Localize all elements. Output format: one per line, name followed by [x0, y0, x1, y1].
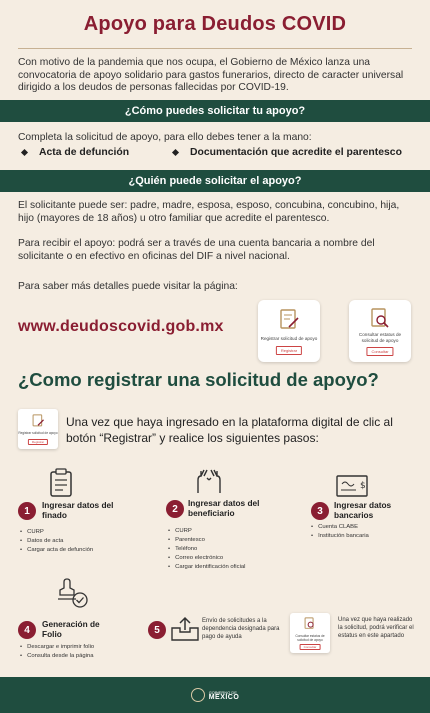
card-consultar-caption: Consultar estatus de solicitud de apoyo [358, 332, 402, 343]
list-item: • CURP [168, 527, 245, 536]
step-5-text: Envío de solicitudes a la dependencia designada para pago de ayuda [202, 618, 280, 640]
section-heading-como: ¿Cómo puedes solicitar tu apoyo? [0, 100, 430, 122]
check-cheque-icon [336, 474, 368, 498]
step-1-title: Ingresar datos del finado [42, 500, 114, 520]
register-intro: Una vez que haya ingresado en la plataforma digital de clic al botón “Registrar” y realice los siguientes pasos: [66, 415, 393, 445]
page-title: Apoyo para Deudos COVID [83, 12, 347, 35]
step-3-list [311, 523, 369, 541]
footer [0, 677, 430, 713]
footer-line2: MÉXICO [208, 694, 240, 701]
list-item: • Descargar e imprimir folio [20, 643, 94, 652]
step-4-list [20, 643, 94, 661]
list-item: • Parentesco [168, 536, 245, 545]
title-bar [0, 0, 430, 48]
registrar-button[interactable]: Registrar [276, 346, 302, 355]
footer-line1: GOBIERNO DE [208, 690, 237, 695]
registrar-small-button[interactable]: Registrar [28, 439, 48, 445]
section2-para3: Para saber más detalles puede visitar la página: [18, 281, 238, 292]
section2-para2: Para recibir el apoyo: podrá ser a través de una cuenta bancaria a nombre del solicitante o en efectivo en oficinas del DIF a nivel nacional. [18, 238, 375, 262]
consultar-small-button[interactable]: Consultar [300, 644, 321, 650]
step-3-number: 3 [311, 502, 329, 520]
card-registrar-small[interactable] [18, 409, 58, 449]
website-link[interactable]: www.deudoscovid.gob.mx [18, 318, 224, 335]
bullet-icon [172, 149, 179, 156]
step-2-title: Ingresar datos del beneficiario [188, 498, 260, 518]
document-pen-icon [30, 413, 46, 429]
step-4-title: Generación de Folio [42, 619, 100, 639]
footer-logo-text [209, 690, 240, 700]
document-pen-icon [276, 307, 302, 333]
section1-bullets [18, 147, 418, 158]
intro-paragraph: Con motivo de la pandemia que nos ocupa, el Gobierno de México lanza una convocatoria de apoyo solidario para gastos funerarios, directo de caracter universal dirigido a los deudos de personas fallecidas por COVID-19. [18, 57, 404, 94]
card-consultar[interactable] [349, 300, 411, 362]
step-4-number: 4 [18, 621, 36, 639]
svg-text:$: $ [360, 481, 366, 491]
list-item: • Correo electrónico [168, 554, 245, 563]
consultar-button[interactable]: Consultar [366, 347, 393, 356]
final-note: Una vez que haya realizado la solicitud, podrá verificar el estatus en este apartado [338, 617, 414, 639]
register-heading: ¿Como registrar una solicitud de apoyo? [18, 369, 379, 390]
list-item: • Institución bancaria [311, 532, 369, 541]
stamp-icon [56, 578, 90, 610]
list-item: • Cargar acta de defunción [20, 546, 93, 555]
bullet-parentesco: Documentación que acredite el parentesco [190, 147, 402, 158]
divider [18, 48, 412, 49]
list-item: • Datos de acta [20, 537, 93, 546]
government-crest-icon [191, 688, 205, 702]
section1-text: Completa la solicitud de apoyo, para ello debes tener a la mano: [18, 132, 312, 143]
raised-hands-icon [194, 466, 224, 496]
card-registrar[interactable] [258, 300, 320, 362]
card-caption: Registrar solicitud de apoyo [18, 431, 58, 435]
step-1-list [20, 528, 93, 555]
step-2-list [168, 527, 245, 572]
bullet-acta: Acta de defunción [39, 147, 130, 158]
step-2-number: 2 [166, 500, 184, 518]
card-consultar-small[interactable] [290, 613, 330, 653]
list-item: • Teléfono [168, 545, 245, 554]
section-heading-quien: ¿Quién puede solicitar el apoyo? [0, 170, 430, 192]
list-item: • Cargar identificación oficial [168, 563, 245, 572]
section2-para1: El solicitante puede ser: padre, madre, esposa, esposo, concubina, concubino, hija, hijo (mayores de 18 años) u otro familiar que acredite el parentesco. [18, 200, 400, 224]
document-search-icon [367, 306, 393, 332]
step-1-number: 1 [18, 502, 36, 520]
list-item: • Consulta desde la página [20, 652, 94, 661]
bullet-icon [21, 149, 28, 156]
step-5-number: 5 [148, 621, 166, 639]
card-registrar-caption: Registrar solicitud de apoyo [260, 336, 318, 341]
document-search-icon [302, 616, 318, 632]
list-item: • Cuenta CLABE [311, 523, 369, 532]
step-3-title: Ingresar datos bancarios [334, 500, 392, 520]
clipboard-icon [48, 468, 74, 498]
list-item: • CURP [20, 528, 93, 537]
outbox-tray-icon [170, 616, 200, 642]
card-caption: Consultar estatus de solicitud de apoyo [295, 634, 325, 642]
